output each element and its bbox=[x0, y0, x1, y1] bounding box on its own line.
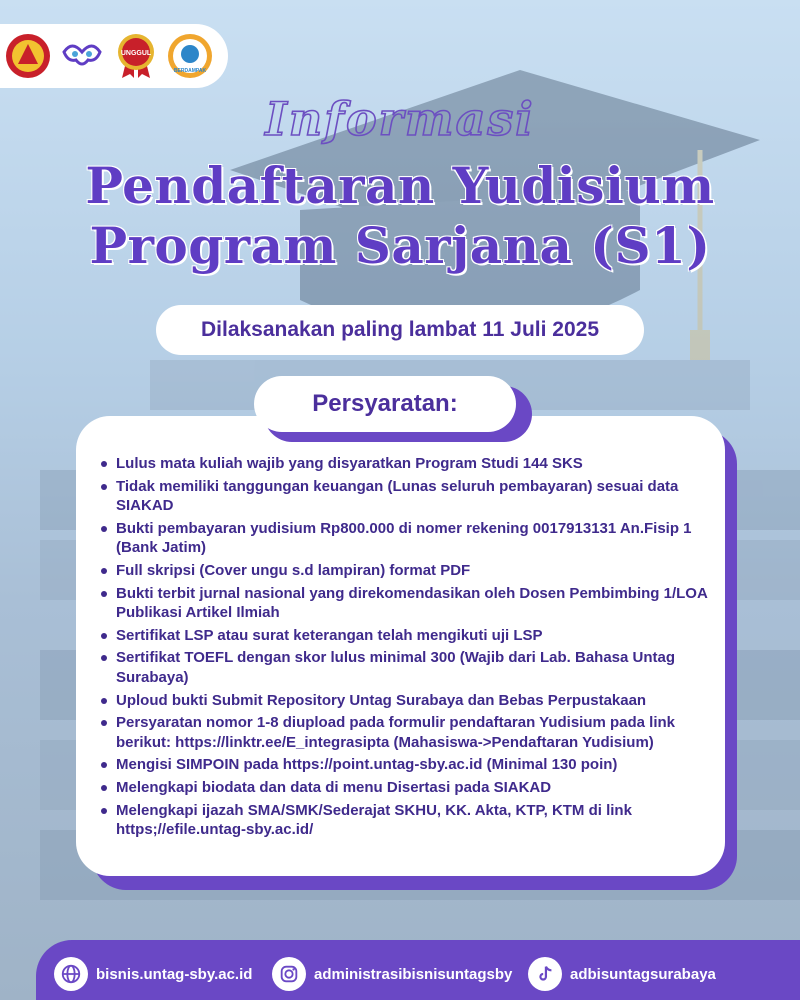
instagram-link[interactable] bbox=[272, 957, 512, 991]
list-item: Sertifikat LSP atau surat keterangan telah mengikuti uji LSP bbox=[98, 626, 715, 646]
list-item: Full skripsi (Cover ungu s.d lampiran) format PDF bbox=[98, 561, 715, 581]
list-item: Bukti pembayaran yudisium Rp800.000 di nomer rekening 0017913131 An.Fisip 1 (Bank Jatim) bbox=[98, 519, 715, 558]
list-item: Bukti terbit jurnal nasional yang direkomendasikan oleh Dosen Pembimbing 1/LOA Publikasi Artikel Ilmiah bbox=[98, 584, 715, 623]
list-item: Lulus mata kuliah wajib yang disyaratkan Program Studi 144 SKS bbox=[98, 454, 715, 474]
script-title: Informasi bbox=[265, 92, 535, 146]
tiktok-link[interactable] bbox=[528, 957, 716, 991]
website-text: bisnis.untag-sby.ac.id bbox=[96, 965, 253, 983]
list-item: Melengkapi biodata dan data di menu Disertasi pada SIAKAD bbox=[98, 778, 715, 798]
list-item: Sertifikat TOEFL dengan skor lulus minimal 300 (Wajib dari Lab. Bahasa Untag Surabaya) bbox=[98, 648, 715, 687]
unggul-badge-icon bbox=[112, 32, 160, 80]
list-item: Mengisi SIMPOIN pada https://point.untag-sby.ac.id (Minimal 130 poin) bbox=[98, 755, 715, 775]
requirements-card bbox=[76, 416, 725, 876]
globe-icon bbox=[54, 957, 88, 991]
unggul-text: UNGGUL bbox=[120, 50, 152, 57]
website-link[interactable] bbox=[54, 957, 252, 991]
list-item: Melengkapi ijazah SMA/SMK/Sederajat SKHU, KK. Akta, KTP, KTM di link https;//efile.untag-sby.ac.id/ bbox=[98, 801, 715, 840]
page-title-line1: Pendaftaran Yudisium bbox=[85, 156, 715, 215]
list-item: Uploud bukti Submit Repository Untag Surabaya dan Bebas Perpustakaan bbox=[98, 691, 715, 711]
requirements-list bbox=[98, 454, 715, 840]
berdampak-badge-icon bbox=[166, 32, 214, 80]
list-item: Tidak memiliki tanggungan keuangan (Lunas seluruh pembayaran) sesuai data SIAKAD bbox=[98, 477, 715, 516]
page-title-line2: Program Sarjana (S1) bbox=[89, 216, 711, 275]
university-seal-icon bbox=[4, 32, 52, 80]
logo-bar bbox=[0, 24, 228, 88]
berdampak-text: BERDAMPAK bbox=[173, 68, 207, 74]
list-item: Persyaratan nomor 1-8 diupload pada formulir pendaftaran Yudisium pada link berikut: https://linktr.ee/E_integrasipta (Mahasiswa->Pendaftaran Yudisium) bbox=[98, 713, 715, 752]
faculty-emblem-icon bbox=[58, 32, 106, 80]
deadline-badge: Dilaksanakan paling lambat 11 Juli 2025 bbox=[156, 305, 644, 355]
tiktok-text: adbisuntagsurabaya bbox=[570, 965, 716, 983]
requirements-heading: Persyaratan: bbox=[254, 376, 516, 432]
instagram-icon bbox=[272, 957, 306, 991]
instagram-text: administrasibisnisuntagsby bbox=[314, 965, 513, 983]
tiktok-icon bbox=[528, 957, 562, 991]
